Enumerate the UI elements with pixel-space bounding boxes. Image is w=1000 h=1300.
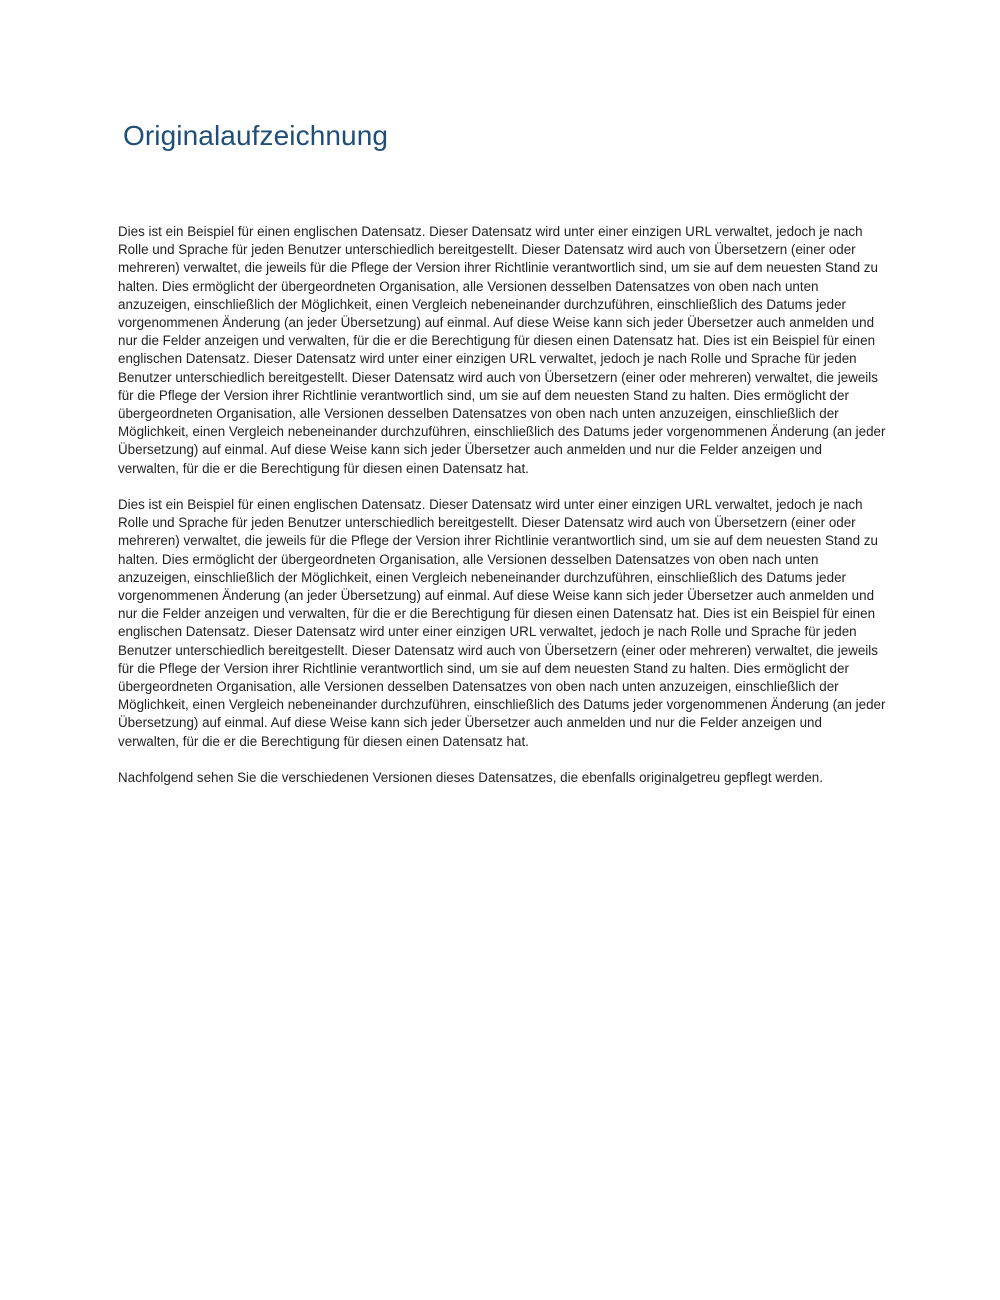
body-paragraph-2: Dies ist ein Beispiel für einen englischen Datensatz. Dieser Datensatz wird unter einer einzigen URL verwaltet, jedoch je nach Rolle und Sprache für jeden Benutzer unterschiedlich bereitgestellt. Dieser Datensatz wird auch von Übersetzern (einer oder mehreren) verwaltet, die jeweils für die Pflege der Version ihrer Richtlinie verantwortlich sind, um sie auf dem neuesten Stand zu halten. Dies ermöglicht der übergeordneten Organisation, alle Versionen desselben Datensatzes von oben nach unten anzuzeigen, einschließlich der Möglichkeit, einen Vergleich nebeneinander durchzuführen, einschließlich des Datums jeder vorgenommenen Änderung (an jeder Übersetzung) auf einmal. Auf diese Weise kann sich jeder Übersetzer auch anmelden und nur die Felder anzeigen und verwalten, für die er die Berechtigung für diesen einen Datensatz hat. Dies ist ein Beispiel für einen englischen Datensatz. Dieser Datensatz wird unter einer einzigen URL verwaltet, jedoch je nach Rolle und Sprache für jeden Benutzer unterschiedlich bereitgestellt. Dieser Datensatz wird auch von Übersetzern (einer oder mehreren) verwaltet, die jeweils für die Pflege der Version ihrer Richtlinie verantwortlich sind, um sie auf dem neuesten Stand zu halten. Dies ermöglicht der übergeordneten Organisation, alle Versionen desselben Datensatzes von oben nach unten anzuzeigen, einschließlich der Möglichkeit, einen Vergleich nebeneinander durchzuführen, einschließlich des Datums jeder vorgenommenen Änderung (an jeder Übersetzung) auf einmal. Auf diese Weise kann sich jeder Übersetzer auch anmelden und nur die Felder anzeigen und verwalten, für die er die Berechtigung für diesen einen Datensatz hat.: [118, 497, 886, 749]
page-title: Originalaufzeichnung: [123, 120, 389, 151]
body-paragraph-3: Nachfolgend sehen Sie die verschiedenen Versionen dieses Datensatzes, die ebenfalls originalgetreu gepflegt werden.: [118, 770, 823, 786]
document-body: [118, 223, 886, 805]
body-paragraph-1: Dies ist ein Beispiel für einen englischen Datensatz. Dieser Datensatz wird unter einer einzigen URL verwaltet, jedoch je nach Rolle und Sprache für jeden Benutzer unterschiedlich bereitgestellt. Dieser Datensatz wird auch von Übersetzern (einer oder mehreren) verwaltet, die jeweils für die Pflege der Version ihrer Richtlinie verantwortlich sind, um sie auf dem neuesten Stand zu halten. Dies ermöglicht der übergeordneten Organisation, alle Versionen desselben Datensatzes von oben nach unten anzuzeigen, einschließlich der Möglichkeit, einen Vergleich nebeneinander durchzuführen, einschließlich des Datums jeder vorgenommenen Änderung (an jeder Übersetzung) auf einmal. Auf diese Weise kann sich jeder Übersetzer auch anmelden und nur die Felder anzeigen und verwalten, für die er die Berechtigung für diesen einen Datensatz hat. Dies ist ein Beispiel für einen englischen Datensatz. Dieser Datensatz wird unter einer einzigen URL verwaltet, jedoch je nach Rolle und Sprache für jeden Benutzer unterschiedlich bereitgestellt. Dieser Datensatz wird auch von Übersetzern (einer oder mehreren) verwaltet, die jeweils für die Pflege der Version ihrer Richtlinie verantwortlich sind, um sie auf dem neuesten Stand zu halten. Dies ermöglicht der übergeordneten Organisation, alle Versionen desselben Datensatzes von oben nach unten anzuzeigen, einschließlich der Möglichkeit, einen Vergleich nebeneinander durchzuführen, einschließlich des Datums jeder vorgenommenen Änderung (an jeder Übersetzung) auf einmal. Auf diese Weise kann sich jeder Übersetzer auch anmelden und nur die Felder anzeigen und verwalten, für die er die Berechtigung für diesen einen Datensatz hat.: [118, 224, 886, 476]
